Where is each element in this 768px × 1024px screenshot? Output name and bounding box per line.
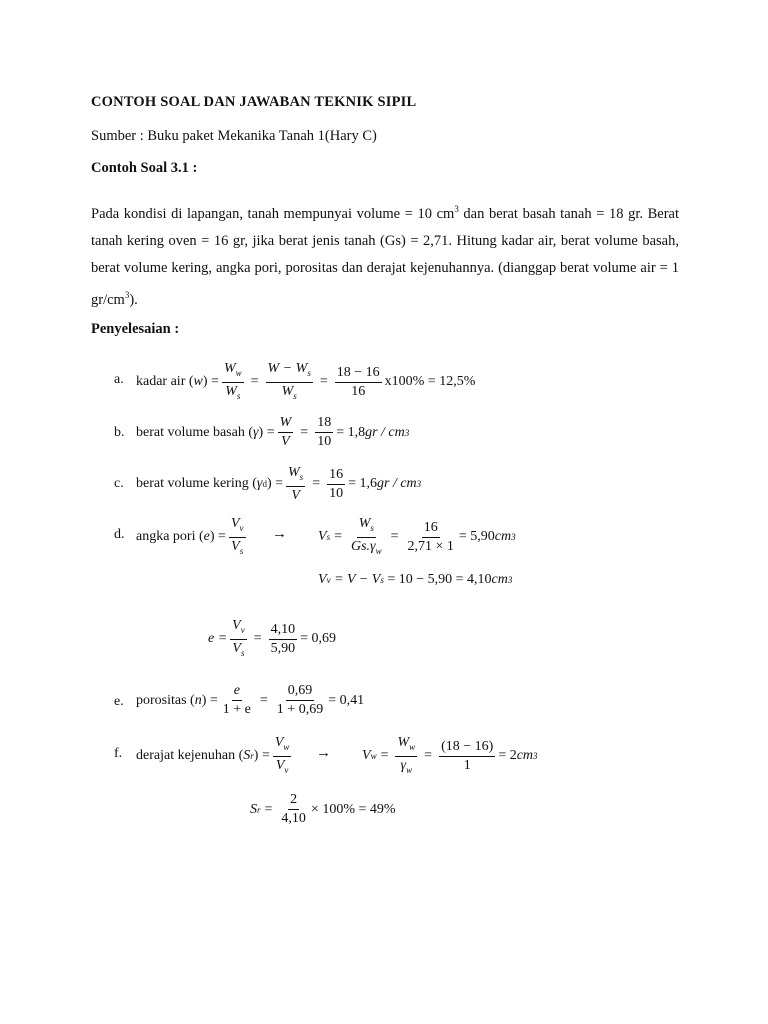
equation-d-e: e = $\frac{V_v}{V_s}$ = $\frac{4,10}{5,90}$ = 0,69 (208, 618, 337, 658)
equation-d-void-ratio: angka pori ( e ) = $\frac{V_v}{V_s}$ (136, 516, 244, 556)
equation-c: berat volume kering ( γ d ) = $\frac{W_s}{V}$ = $\frac{16}{10}$ = 1,6 gr / cm 3 (136, 465, 422, 503)
problem-statement: Pada kondisi di lapangan, tanah mempunyai volume = 10 $cm^3$ dan berat basah tanah = 18 gr. Berat tanah kering oven = 16 gr, jika berat jenis tanah (Gs) = 2,71. Hitung kadar air, berat volume basah, berat volume kering, angka pori, porositas dan derajat kejenuhannya. (dianggap berat volume air = 1 $gr/cm^3$). (91, 204, 679, 308)
equation-a: kadar air ( w ) = $\frac{W_w}{W_s}$ = $\frac{W - W_s}{W_s}$ = $\frac{18 - 16}{16}$ x100% = 12,5% (136, 361, 476, 401)
item-e-marker: e. (114, 694, 124, 709)
item-f-marker: f. (114, 746, 123, 761)
item-d-marker: d. (114, 527, 125, 542)
arrow-icon: → (316, 745, 331, 761)
document-title: CONTOH SOAL DAN JAWABAN TEKNIK SIPIL (91, 94, 417, 110)
equation-f-sr: derajat kejenuhan ( S r ) = $\frac{V_w}{V_v}$ (136, 735, 290, 775)
item-a-marker: a. (114, 372, 124, 387)
source-line: Sumber : Buku paket Mekanika Tanah 1(Hary C) (91, 128, 377, 144)
equation-f-vw: V w = $\frac{W_w}{\gamma_w}$ = $\frac{(18 - 16)}{1}$ = 2 cm 3 (362, 735, 538, 775)
solution-heading: Penyelesaian : (91, 321, 180, 337)
equation-d-vs: V s = $\frac{W_s}{Gs.\gamma_w}$ = $\frac{16}{2,71 \times 1}$ = 5,90 cm 3 (318, 516, 516, 556)
equation-b: berat volume basah ( γ ) = $\frac{W}{V}$ = $\frac{18}{10}$ = 1,8 gr / cm 3 (136, 415, 410, 449)
equation-d-vv: V v = V − V s = 10 − 5,90 = 4,10 cm 3 (318, 572, 513, 587)
example-heading: Contoh Soal 3.1 : (91, 160, 198, 176)
item-c-marker: c. (114, 476, 124, 491)
equation-e: porositas ( n ) = $\frac{e}{1 + e}$ = $\frac{0,69}{1 + 0,69}$ = 0,41 (136, 683, 365, 717)
item-b-marker: b. (114, 425, 125, 440)
arrow-icon: → (272, 526, 287, 542)
equation-f-result: S r = $\frac{2}{4,10}$ × 100% = 49% (250, 792, 396, 826)
